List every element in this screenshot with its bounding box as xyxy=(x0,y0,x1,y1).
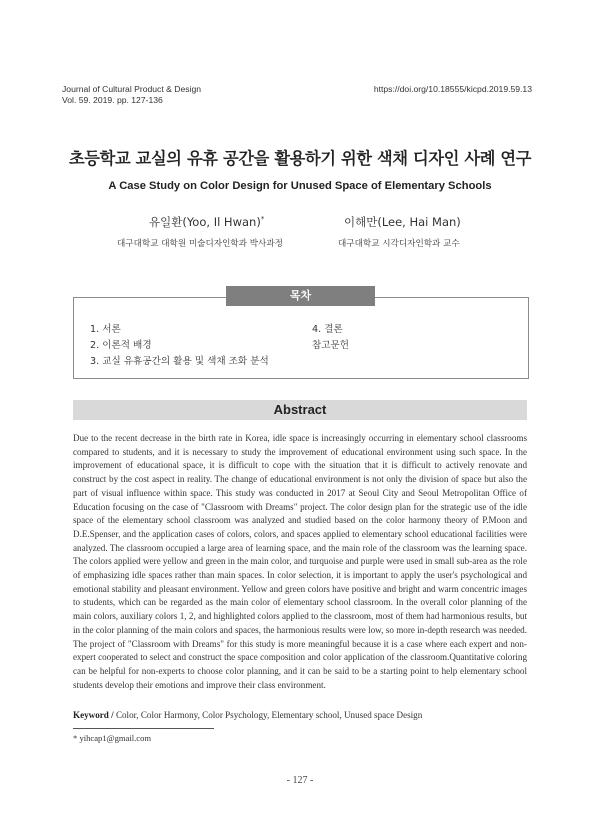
journal-volume: Vol. 59. 2019. pp. 127-136 xyxy=(62,95,163,105)
author-2-affiliation: 대구대학교 시각디자인학과 교수 xyxy=(338,239,460,249)
author-1-name: 유일환(Yoo, Il Hwan)* xyxy=(149,215,265,229)
keyword-line xyxy=(73,710,527,720)
page-number: - 127 - xyxy=(286,775,314,786)
author-2 xyxy=(338,214,461,249)
keyword-list: Color, Color Harmony, Color Psychology, Elementary school, Unused space Design xyxy=(113,710,423,720)
toc-item-3: 3. 교실 유휴공간의 활용 및 색채 조화 분석 xyxy=(90,356,269,367)
abstract-heading: Abstract xyxy=(73,400,527,420)
toc-item-references: 참고문헌 xyxy=(312,340,350,351)
author-1-footnote-mark: * xyxy=(260,215,265,224)
journal-info xyxy=(62,84,201,106)
title-english: A Case Study on Color Design for Unused Space of Elementary Schools xyxy=(108,180,492,192)
toc-item-2: 2. 이론적 배경 xyxy=(90,340,152,351)
footnote-divider xyxy=(73,728,214,729)
toc-item-4: 4. 결론 xyxy=(312,324,343,335)
footnote-email: * yihcap1@gmail.com xyxy=(73,733,152,743)
abstract-body: Due to the recent decrease in the birth rate in Korea, idle space is increasingly occurring in elementary school classrooms compared to students, and it is necessary to study the improvement of educational environment using such space. In the improvement of educational space, it is difficult to cope with the situation that it is difficult to actively renovate and construct by the cost aspect in reality. The change of educational environment is not only the division of space but also the part of visual influence within space. This study was conducted in 2017 at Seoul City and Seoul Metropolitan Office of Education focusing on the case of "Classroom with Dreams" project. The color design plan for the strategic use of the idle space of the elementary school classroom was analyzed and studied based on the color harmony theory of P.Moon and D.E.Spenser, and the application cases of colors, colors, and spaces applied to elementary school educational facilities were analyzed. The classroom occupied a large area of learning space, and the main role of the classroom was the learning space. The colors applied were yellow and green in the main color, and turquoise and purple were used in small sub-area as the role of emphasizing idle spaces rather than main spaces. In color selection, it is important to apply the user's psychological and emotional stability and pleasant environment. Yellow and green colors have positive and bright and warm concentric images to students, which can be regarded as the main color of elementary school classroom. In the overall color planning of the main colors, auxiliary colors 1, 2, and highlighted colors applied to the classroom, most of them had harmonious results, but in the color planning of the main colors and spaces, the harmonious results were low, so more in-depth research was needed. The project of "Classroom with Dreams" for this study is more meaningful because it is a case where each expert and non-expert cooperated to select and construct the space composition and color application of the classroom.Quantitative coloring can be helpful for non-experts to choose color planning, and it can be said to be a starting point to help elementary school students develop their emotions and improve their class environment. xyxy=(73,433,527,690)
author-2-name: 이해만(Lee, Hai Man) xyxy=(344,215,461,229)
toc-item-1: 1. 서론 xyxy=(90,324,121,335)
journal-name: Journal of Cultural Product & Design xyxy=(62,84,202,94)
toc-heading: 목차 xyxy=(226,286,375,306)
author-1 xyxy=(117,214,283,249)
keyword-label: Keyword / xyxy=(73,710,114,720)
title-korean: 초등학교 교실의 유휴 공간을 활용하기 위한 색채 디자인 사례 연구 xyxy=(68,149,532,168)
author-1-affiliation: 대구대학교 대학원 미술디자인학과 박사과정 xyxy=(117,239,283,249)
doi-link[interactable]: https://doi.org/10.18555/kicpd.2019.59.13 xyxy=(373,84,532,94)
